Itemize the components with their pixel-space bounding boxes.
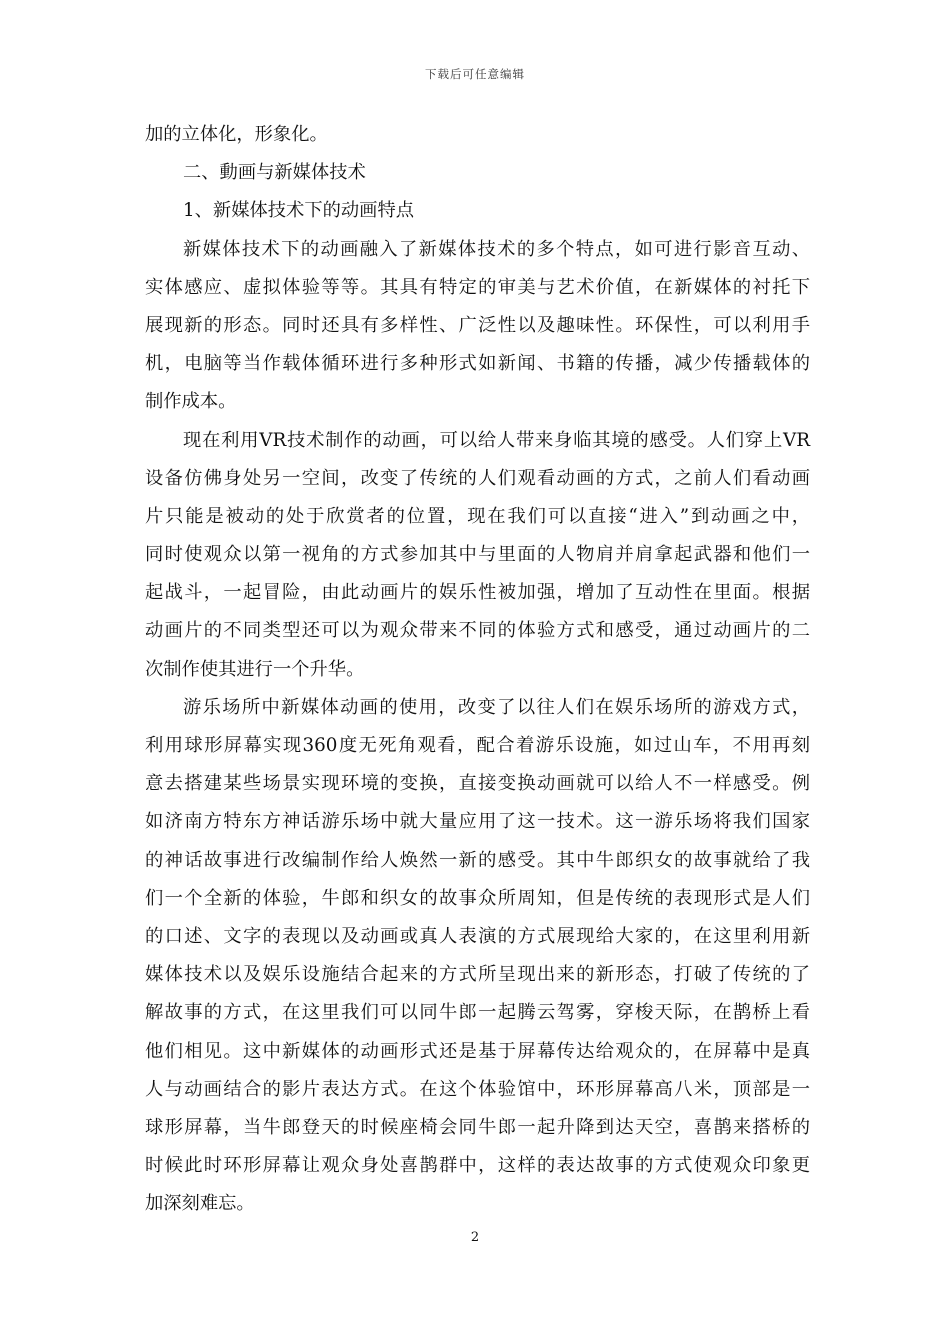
page-number: 2 (470, 1230, 480, 1245)
paragraph-line: 动画片的不同类型还可以为观众带来不同的体验方式和感受，通过动画片的二 (145, 620, 810, 642)
paragraph-line: 现在利用VR技术制作的动画，可以给人带来身临其境的感受。人们穿上VR (183, 429, 810, 451)
paragraph-line: 新媒体技术下的动画融入了新媒体技术的多个特点，如可进行影音互动、 (183, 238, 810, 260)
paragraph-line: 设备仿佛身处另一空间，改变了传统的人们观看动画的方式，之前人们看动画 (145, 467, 810, 489)
paragraph-line: 加的立体化，形象化。 (145, 124, 328, 145)
paragraph-line: 展现新的形态。同时还具有多样性、广泛性以及趣味性。环保性，可以利用手 (145, 314, 810, 336)
paragraph-line: 机，电脑等当作载体循环进行多种形式如新闻、书籍的传播，减少传播载体的 (145, 353, 810, 375)
paragraph-line: 利用球形屏幕实现360度无死角观看，配合着游乐设施，如过山车，不用再刻 (145, 735, 810, 756)
paragraph-line: 时候此时环形屏幕让观众身处喜鹊群中，这样的表达故事的方式使观众印象更 (145, 1155, 810, 1177)
paragraph-line: 球形屏幕，当牛郎登天的时候座椅会同牛郎一起升降到达天空，喜鹊来搭桥的 (145, 1116, 810, 1138)
paragraph-line: 制作成本。 (145, 391, 237, 413)
paragraph-line: 媒体技术以及娱乐设施结合起来的方式所呈现出来的新形态，打破了传统的了 (145, 964, 810, 986)
page-header: 下载后可任意编辑 (425, 67, 525, 81)
paragraph-line: 的神话故事进行改编制作给人焕然一新的感受。其中牛郎织女的故事就给了我 (145, 849, 810, 871)
subsection-heading: 1、新媒体技术下的动画特点 (183, 200, 415, 222)
paragraph-line: 片只能是被动的处于欣赏者的位置，现在我们可以直接“进入”到动画之中， (145, 505, 810, 527)
paragraph-line: 加深刻难忘。 (145, 1193, 255, 1215)
paragraph-line: 解故事的方式，在这里我们可以同牛郎一起腾云驾雾，穿梭天际，在鹊桥上看 (145, 1002, 810, 1024)
paragraph-line: 人与动画结合的影片表达方式。在这个体验馆中，环形屏幕高八米，顶部是一 (145, 1078, 810, 1100)
paragraph-line: 同时使观众以第一视角的方式参加其中与里面的人物肩并肩拿起武器和他们一 (145, 544, 810, 566)
paragraph-line: 起战斗，一起冒险，由此动画片的娱乐性被加强，增加了互动性在里面。根据 (145, 582, 810, 604)
paragraph-line: 他们相见。这中新媒体的动画形式还是基于屏幕传达给观众的，在屏幕中是真 (145, 1040, 810, 1062)
paragraph-line: 们一个全新的体验，牛郎和织女的故事众所周知，但是传统的表现形式是人们 (145, 887, 810, 909)
paragraph-line: 意去搭建某些场景实现环境的变换，直接变换动画就可以给人不一样感受。例 (145, 773, 810, 795)
paragraph-line: 实体感应、虚拟体验等等。其具有特定的审美与艺术价值，在新媒体的衬托下 (145, 276, 810, 298)
paragraph-line: 次制作使其进行一个升华。 (145, 658, 365, 680)
paragraph-line: 如济南方特东方神话游乐场中就大量应用了这一技术。这一游乐场将我们国家 (145, 811, 810, 833)
paragraph-line: 游乐场所中新媒体动画的使用，改变了以往人们在娱乐场所的游戏方式， (183, 696, 810, 718)
document-body (145, 116, 810, 1223)
section-heading: 二、動画与新媒体技术 (183, 162, 366, 184)
paragraph-line: 的口述、文字的表现以及动画或真人表演的方式展现给大家的，在这里利用新 (145, 925, 810, 947)
